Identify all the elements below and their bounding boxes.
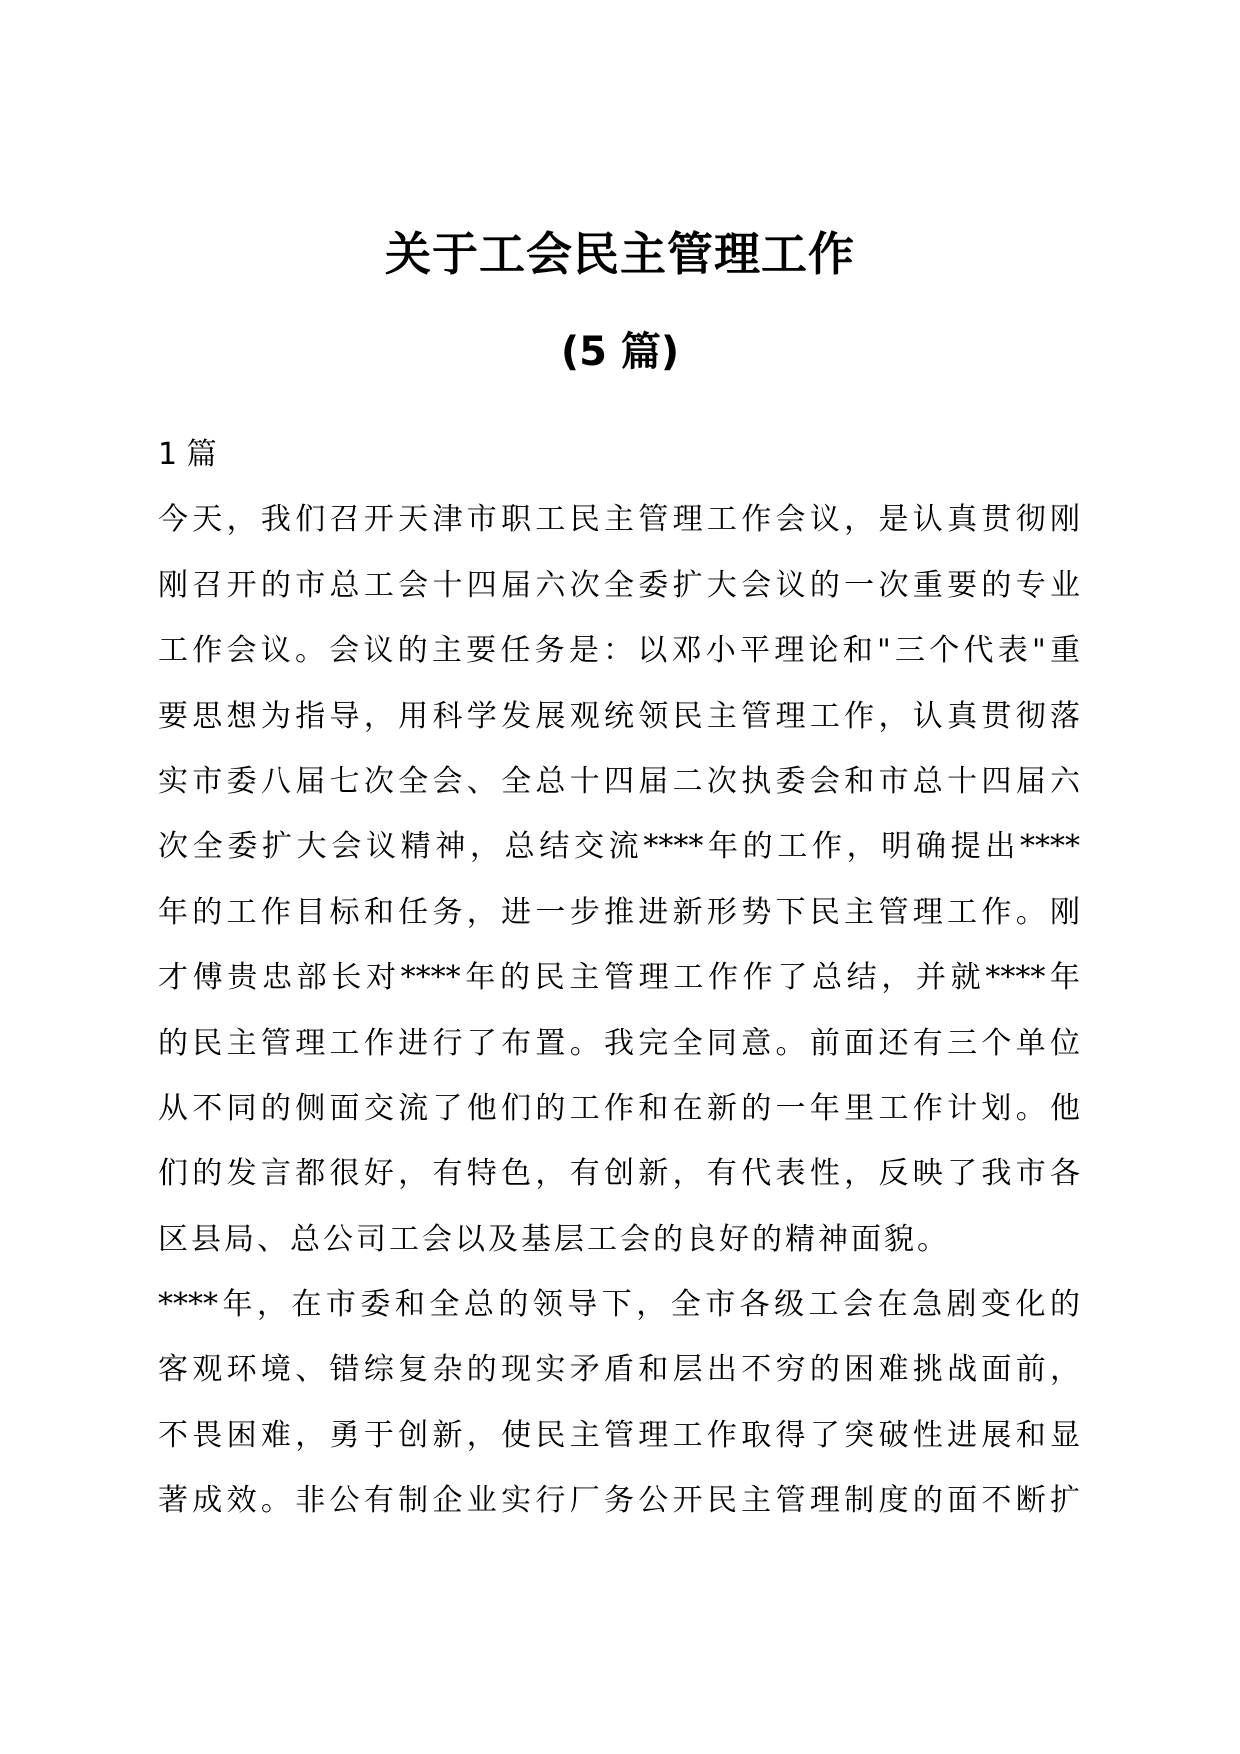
paragraph (158, 487, 1080, 1272)
body-line: 实市委八届七次全会、全总十四届二次执委会和市总十四届六 (158, 763, 1080, 799)
paragraph (158, 1272, 1080, 1534)
body-line: 区县局、总公司工会以及基层工会的良好的精神面貌。 (158, 1221, 950, 1257)
body-line: 要思想为指导，用科学发展观统领民主管理工作，认真贯彻落 (158, 698, 1080, 734)
body-line: 客观环境、错综复杂的现实矛盾和层出不穷的困难挑战面前， (158, 1352, 1080, 1388)
document-subtitle: (5 篇) (560, 329, 680, 375)
body-line: 刚召开的市总工会十四届六次全委扩大会议的一次重要的专业 (158, 567, 1080, 603)
body-line: 著成效。非公有制企业实行厂务公开民主管理制度的面不断扩 (158, 1483, 1080, 1519)
body-line: 从不同的侧面交流了他们的工作和在新的一年里工作计划。他 (158, 1090, 1080, 1126)
body-line: 们的发言都很好，有特色，有创新，有代表性，反映了我市各 (158, 1156, 1080, 1192)
body-line: 今天，我们召开天津市职工民主管理工作会议，是认真贯彻刚 (158, 502, 1080, 538)
body-line: 工作会议。会议的主要任务是：以邓小平理论和"三个代表"重 (158, 633, 1080, 669)
document-body (158, 422, 1080, 1534)
body-line: 年的工作目标和任务，进一步推进新形势下民主管理工作。刚 (158, 894, 1080, 930)
body-line: 才傅贵忠部长对****年的民主管理工作作了总结，并就****年 (158, 960, 1080, 996)
document-title: 关于工会民主管理工作 (385, 227, 855, 281)
body-line: ****年，在市委和全总的领导下，全市各级工会在急剧变化的 (158, 1287, 1080, 1323)
body-line: 的民主管理工作进行了布置。我完全同意。前面还有三个单位 (158, 1025, 1080, 1061)
section-label: 1 篇 (158, 437, 217, 472)
body-line: 不畏困难，勇于创新，使民主管理工作取得了突破性进展和显 (158, 1417, 1080, 1453)
body-line: 次全委扩大会议精神，总结交流****年的工作，明确提出**** (158, 829, 1080, 865)
